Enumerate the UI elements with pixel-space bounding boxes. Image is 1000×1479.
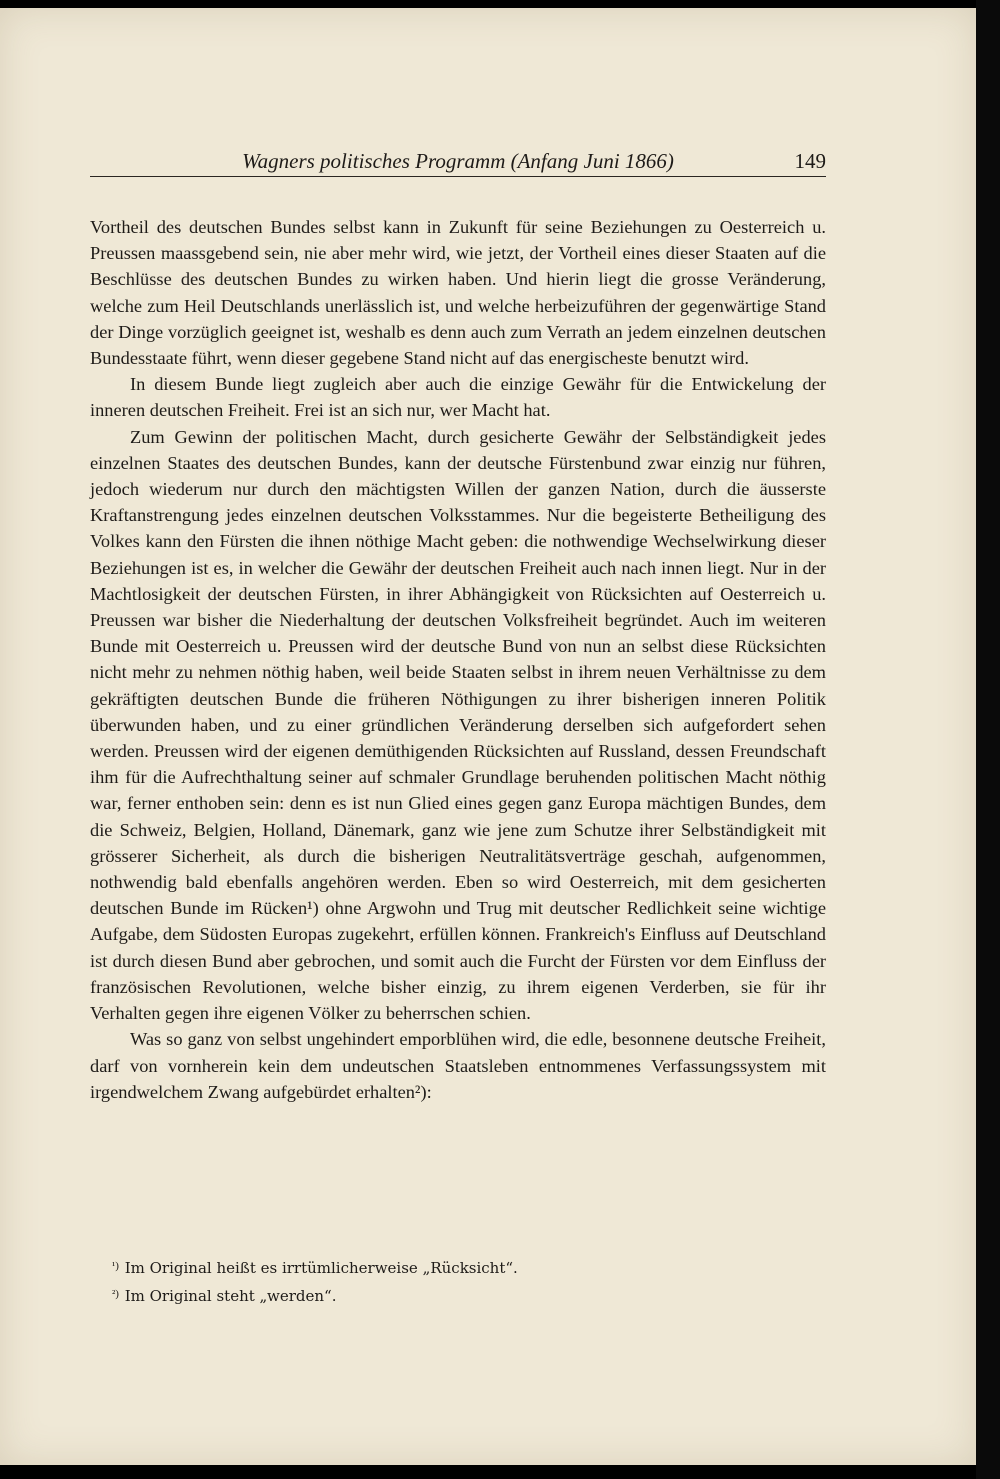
footnote-1-text: Im Original heißt es irrtümlicherweise „Rücksicht“. [124, 1259, 518, 1277]
footnotes [90, 1254, 826, 1310]
scan-border [976, 0, 1000, 1479]
paragraph-1: Vortheil des deutschen Bundes selbst kann in Zukunft für seine Beziehungen zu Oesterreich u. Preussen maassgebend sein, nie aber mehr wird, wie jetzt, der Vortheil eines dieser Staaten auf die Beschlüsse des deutschen Bundes zu wirken haben. Und hierin liegt die grosse Veränderung, welche zum Heil Deutschlands unerlässlich ist, und welche herbeizuführen der gegenwärtige Stand der Dinge vorzüglich geeignet ist, weshalb es denn auch zum Verrath an jedem einzelnen deutschen Bundesstaate führt, wenn dieser gegebene Stand nicht auf das energischeste benutzt wird. [90, 217, 826, 369]
running-title: Wagners politisches Programm (Anfang Juni 1866) [242, 149, 674, 173]
footnote-2 [112, 1282, 826, 1310]
footnote-2-text: Im Original steht „werden“. [124, 1287, 337, 1305]
book-page [0, 8, 976, 1465]
paragraph-2: In diesem Bunde liegt zugleich aber auch die einzige Gewähr für die Entwickelung der inneren deutschen Freiheit. Frei ist an sich nur, wer Macht hat. [90, 374, 826, 421]
page-number: 149 [794, 149, 826, 173]
footnote-2-mark: ²) [112, 1288, 119, 1300]
footnote-1 [112, 1254, 826, 1282]
footnote-1-mark: ¹) [112, 1260, 119, 1272]
paragraph-4: Was so ganz von selbst ungehindert emporblühen wird, die edle, besonnene deutsche Freiheit, darf von vornherein kein dem undeutschen Staatsleben entnommenes Verfassungssystem mit irgendwelchem Zwang aufgebürdet erhalten²): [90, 1029, 826, 1102]
body-text [90, 214, 826, 1105]
paragraph-3: Zum Gewinn der politischen Macht, durch gesicherte Gewähr der Selbständigkeit jedes einzelnen Staates des deutschen Bundes, kann der deutsche Fürstenbund zwar einzig nur führen, jedoch wiederum nur durch den mächtigsten Willen der ganzen Nation, durch die äusserste Kraftanstrengung jedes einzelnen deutschen Volksstammes. Nur die begeisterte Betheiligung des Volkes kann den Fürsten die ihnen nöthige Macht geben: die nothwendige Wechselwirkung dieser Beziehungen ist es, in welcher die Gewähr der deutschen Freiheit auch nach innen liegt. Nur in der Machtlosigkeit der deutschen Fürsten, in ihrer Abhängigkeit von Rücksichten auf Oesterreich u. Preussen war bisher die Niederhaltung der deutschen Volksfreiheit begründet. Auch im weiteren Bunde mit Oesterreich u. Preussen wird der deutsche Bund von nun an selbst diese Rücksichten nicht mehr zu nehmen nöthig haben, weil beide Staaten selbst in ihrem neuen Verhältnisse zu dem gekräftigten deutschen Bunde die früheren Nöthigungen zu ihrer bisherigen inneren Politik überwunden haben, und zu einer gründlichen Veränderung derselben sich aufgefordert sehen werden. Preussen wird der eigenen demüthigenden Rücksichten auf Russland, dessen Freundschaft ihm für die Aufrechthaltung seiner auf schmaler Grundlage beruhenden politischen Macht nöthig war, ferner enthoben sein: denn es ist nun Glied eines gegen ganz Europa mächtigen Bundes, dem die Schweiz, Belgien, Holland, Dänemark, ganz wie jene zum Schutze ihrer Selbständigkeit mit grösserer Sicherheit, als durch die bisherigen Neutralitätsverträge geschah, aufgenommen, nothwendig bald ebenfalls angehören werden. Eben so wird Oesterreich, mit dem gesicherten deutschen Bunde im Rücken¹) ohne Argwohn und Trug mit deutscher Redlichkeit seine wichtige Aufgabe, dem Südosten Europas zugekehrt, erfüllen können. Frankreich's Einfluss auf Deutschland ist durch diesen Bund aber gebrochen, und somit auch die Furcht der Fürsten vor dem Einfluss der französischen Revolutionen, welche bisher einzig, zu ihrem eigenen Verderben, sie für ihr Verhalten gegen ihre eigenen Völker zu beherrschen schien. [90, 426, 826, 1024]
running-header [90, 148, 826, 177]
